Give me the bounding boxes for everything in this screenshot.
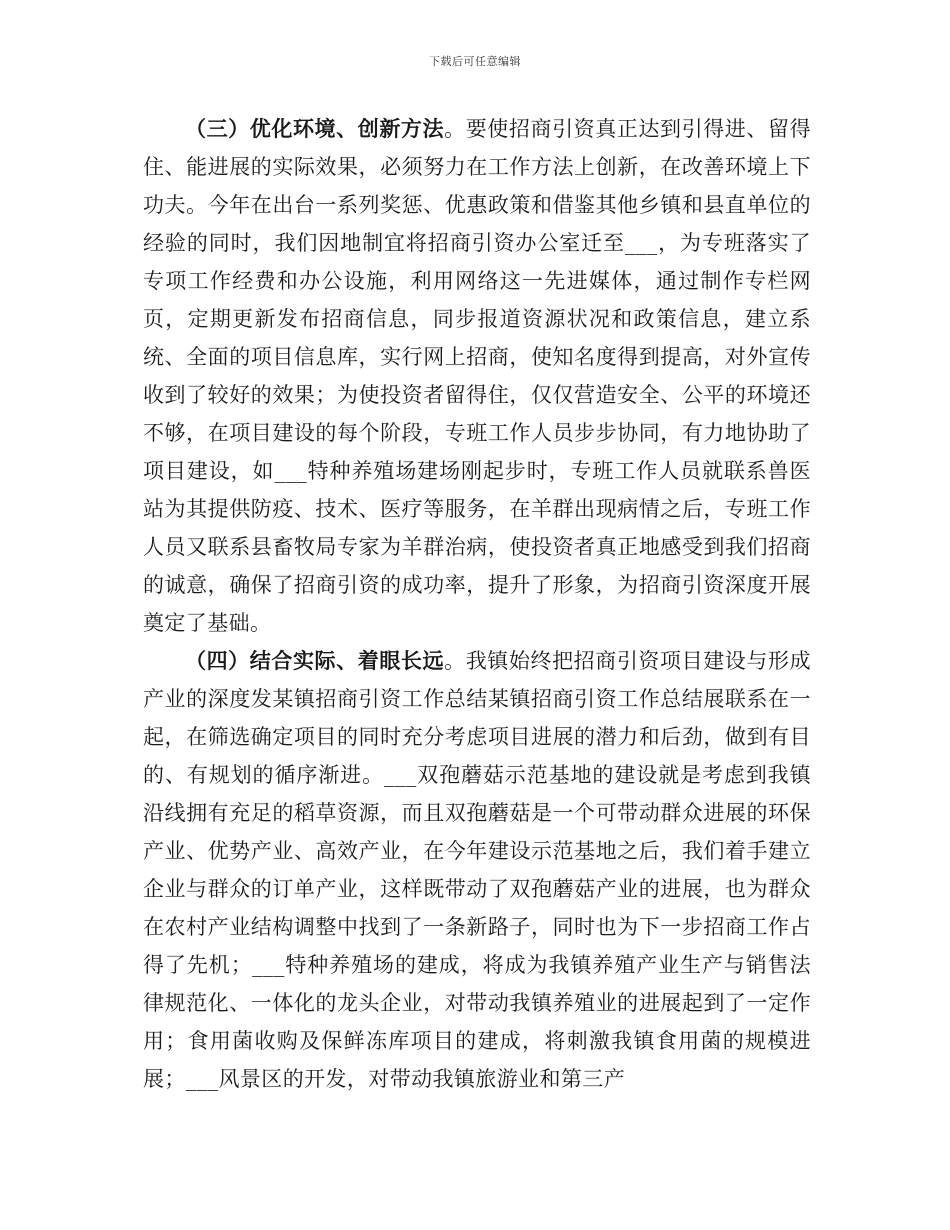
paragraph-text: 。要使招商引资真正达到引得进、留得住、能进展的实际效果，必须努力在工作方法上创新，在改善环境上下功夫。今年在出台一系列奖惩、优惠政策和借鉴其他乡镇和县直单位的经验的同时，我们因地制宜将招商引资办公室迁至___，为专班落实了专项工作经费和办公设施，利用网络这一先进媒体，通过制作专栏网页，定期更新发布招商信息，同步报道资源状况和政策信息，建立系统、全面的项目信息库，实行网上招商，使知名度得到提高，对外宣传收到了较好的效果；为使投资者留得住，仅仅营造安全、公平的环境还不够，在项目建设的每个阶段，专班工作人员步步协同，有力地协助了项目建设，如___特种养殖场建场刚起步时，专班工作人员就联系兽医站为其提供防疫、技术、医疗等服务，在羊群出现病情之后，专班工作人员又联系县畜牧局专家为羊群治病，使投资者真正地感受到我们招商的诚意，确保了招商引资的成功率，提升了形象，为招商引资深度开展奠定了基础。: [143, 117, 811, 635]
section-heading-4: （四）结合实际、着眼长远: [185, 649, 445, 673]
page-header: 下载后可任意编辑: [429, 55, 521, 68]
section-heading-3: （三）优化环境、创新方法: [185, 117, 445, 141]
paragraph-optimize-environment: [143, 110, 811, 642]
paragraph-text: 。我镇始终把招商引资项目建设与形成产业的深度发某镇招商引资工作总结某镇招商引资工作总结展联系在一起，在筛选确定项目的同时充分考虑项目进展的潜力和后劲，做到有目的、有规划的循序渐进。___双孢蘑菇示范基地的建设就是考虑到我镇沿线拥有充足的稻草资源，而且双孢蘑菇是一个可带动群众进展的环保产业、优势产业、高效产业，在今年建设示范基地之后，我们着手建立企业与群众的订单产业，这样既带动了双孢蘑菇产业的进展，也为群众在农村产业结构调整中找到了一条新路子，同时也为下一步招商工作占得了先机；___特种养殖场的建成，将成为我镇养殖产业生产与销售法律规范化、一体化的龙头企业，对带动我镇养殖业的进展起到了一定作用；食用菌收购及保鲜冻库项目的建成，将刺激我镇食用菌的规模进展；___风景区的开发，对带动我镇旅游业和第三产: [143, 649, 811, 1091]
paragraph-combine-reality: [143, 642, 811, 1098]
document-body: [143, 110, 811, 1098]
